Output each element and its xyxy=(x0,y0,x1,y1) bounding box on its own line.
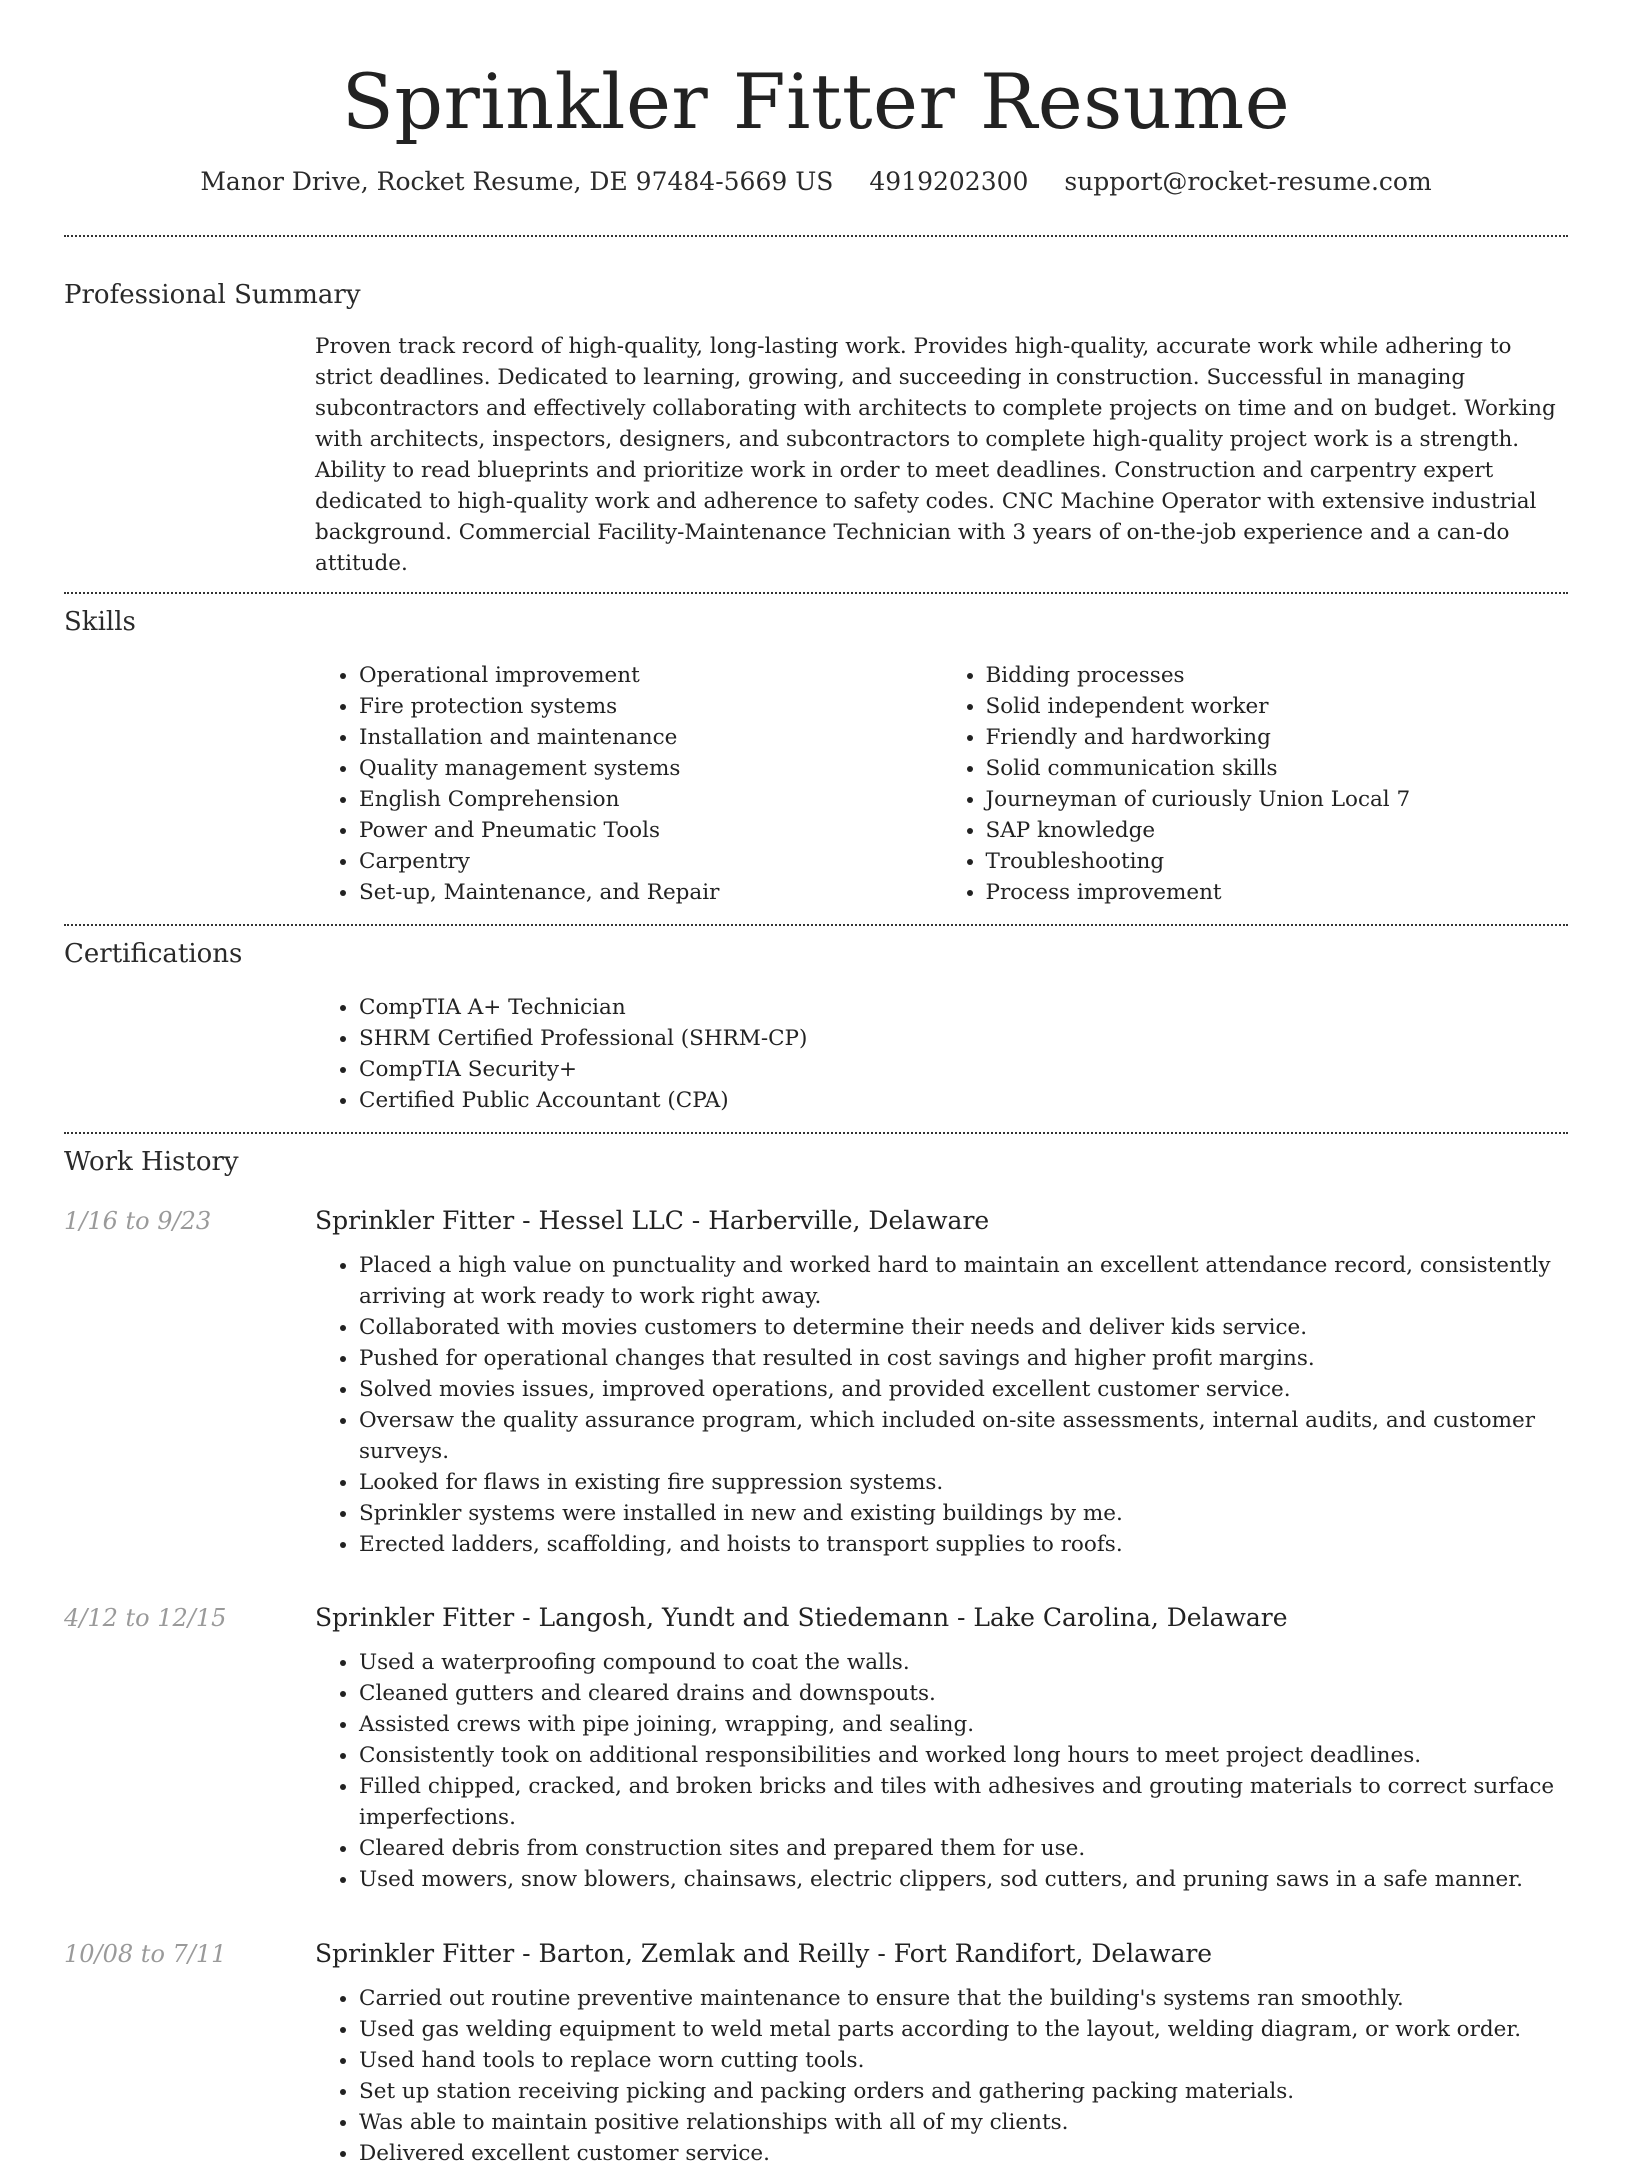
job-duty-item: • Cleared debris from construction sites and prepared them for use. xyxy=(359,1833,1568,1864)
job-dates: 10/08 to 7/11 xyxy=(64,1940,227,1968)
job-duty-item: • Used gas welding equipment to weld metal parts according to the layout, welding diagram, or work order. xyxy=(359,2014,1568,2045)
job-entry xyxy=(64,1937,1568,2169)
skill-item: • Process improvement xyxy=(986,877,1569,908)
job-duties-list xyxy=(315,1983,1568,2169)
job-duties-list xyxy=(315,1250,1568,1560)
skill-item: • Solid independent worker xyxy=(986,691,1569,722)
summary-text: Proven track record of high-quality, long-lasting work. Provides high-quality, accurate work while adhering to strict deadlines. Dedicated to learning, growing, and succeeding in construction. Successful in managing subcontractors and effectively collaborating with architects to complete projects on time and on budget. Working with architects, inspectors, designers, and subcontractors to complete high-quality project work is a strength. Ability to read blueprints and prioritize work in order to meet deadlines. Construction and carpentry expert dedicated to high-quality work and adherence to safety codes. CNC Machine Operator with extensive industrial background. Commercial Facility-Maintenance Technician with 3 years of on-the-job experience and a can-do attitude. xyxy=(315,334,1556,576)
job-entry xyxy=(64,1601,1568,1895)
job-duty-item: • Collaborated with movies customers to determine their needs and deliver kids service. xyxy=(359,1312,1568,1343)
job-duty-item: • Cleaned gutters and cleared drains and downspouts. xyxy=(359,1678,1568,1709)
job-duties-list xyxy=(315,1647,1568,1895)
divider xyxy=(64,235,1568,237)
skill-item: • Operational improvement xyxy=(359,660,942,691)
certification-item: • SHRM Certified Professional (SHRM-CP) xyxy=(359,1023,1568,1054)
skill-item: • English Comprehension xyxy=(359,784,942,815)
skill-item: • Carpentry xyxy=(359,846,942,877)
section-title-work-history: Work History xyxy=(64,1147,239,1177)
job-duty-item: • Erected ladders, scaffolding, and hoists to transport supplies to roofs. xyxy=(359,1529,1568,1560)
contact-phone: 4919202300 xyxy=(869,167,1029,196)
job-dates: 4/12 to 12/15 xyxy=(64,1604,227,1632)
job-duty-item: • Filled chipped, cracked, and broken bricks and tiles with adhesives and grouting materials to correct surface imperfections. xyxy=(359,1771,1568,1833)
section-title-skills: Skills xyxy=(64,607,136,637)
job-duty-item: • Set up station receiving picking and packing orders and gathering packing materials. xyxy=(359,2076,1568,2107)
skill-item: • Bidding processes xyxy=(986,660,1569,691)
skills-list-right xyxy=(942,660,1569,908)
job-heading: Sprinkler Fitter - Barton, Zemlak and Reilly - Fort Randifort, Delaware xyxy=(315,1939,1213,1968)
job-duty-item: • Looked for flaws in existing fire suppression systems. xyxy=(359,1467,1568,1498)
job-duty-item: • Delivered excellent customer service. xyxy=(359,2138,1568,2169)
skills-list-left xyxy=(315,660,942,908)
contact-address: Manor Drive, Rocket Resume, DE 97484-5669 US xyxy=(200,167,834,196)
skill-item: • Set-up, Maintenance, and Repair xyxy=(359,877,942,908)
contact-email: support@rocket-resume.com xyxy=(1064,167,1432,196)
job-duty-item: • Sprinkler systems were installed in new and existing buildings by me. xyxy=(359,1498,1568,1529)
page-title: Sprinkler Fitter Resume xyxy=(341,57,1291,146)
job-duty-item: • Used hand tools to replace worn cutting tools. xyxy=(359,2045,1568,2076)
job-duty-item: • Used a waterproofing compound to coat the walls. xyxy=(359,1647,1568,1678)
skills-grid xyxy=(315,660,1568,908)
job-duty-item: • Oversaw the quality assurance program, which included on-site assessments, internal audits, and customer surveys. xyxy=(359,1405,1568,1467)
resume-page xyxy=(64,0,1568,2169)
job-duty-item: • Carried out routine preventive maintenance to ensure that the building's systems ran smoothly. xyxy=(359,1983,1568,2014)
contact-line xyxy=(64,164,1568,200)
skill-item: • Journeyman of curiously Union Local 7 xyxy=(986,784,1569,815)
section-title-summary: Professional Summary xyxy=(64,280,361,310)
skill-item: • Solid communication skills xyxy=(986,753,1569,784)
job-heading: Sprinkler Fitter - Hessel LLC - Harberville, Delaware xyxy=(315,1206,990,1235)
skill-item: • Power and Pneumatic Tools xyxy=(359,815,942,846)
job-duty-item: • Placed a high value on punctuality and worked hard to maintain an excellent attendance record, consistently arriving at work ready to work right away. xyxy=(359,1250,1568,1312)
job-duty-item: • Solved movies issues, improved operations, and provided excellent customer service. xyxy=(359,1374,1568,1405)
section-title-certifications: Certifications xyxy=(64,939,243,969)
certifications-block xyxy=(315,992,1568,1116)
certifications-list xyxy=(315,992,1568,1116)
skill-item: • SAP knowledge xyxy=(986,815,1569,846)
job-duty-item: • Used mowers, snow blowers, chainsaws, electric clippers, sod cutters, and pruning saws in a safe manner. xyxy=(359,1864,1568,1895)
skill-item: • Troubleshooting xyxy=(986,846,1569,877)
job-heading: Sprinkler Fitter - Langosh, Yundt and Stiedemann - Lake Carolina, Delaware xyxy=(315,1603,1288,1632)
divider xyxy=(64,1132,1568,1134)
divider xyxy=(64,592,1568,594)
job-duty-item: • Consistently took on additional responsibilities and worked long hours to meet project deadlines. xyxy=(359,1740,1568,1771)
job-entry xyxy=(64,1204,1568,1560)
job-duty-item: • Pushed for operational changes that resulted in cost savings and higher profit margins. xyxy=(359,1343,1568,1374)
certification-item: • CompTIA A+ Technician xyxy=(359,992,1568,1023)
skill-item: • Fire protection systems xyxy=(359,691,942,722)
certification-item: • CompTIA Security+ xyxy=(359,1054,1568,1085)
job-duty-item: • Was able to maintain positive relationships with all of my clients. xyxy=(359,2107,1568,2138)
divider xyxy=(64,924,1568,926)
skill-item: • Quality management systems xyxy=(359,753,942,784)
skill-item: • Friendly and hardworking xyxy=(986,722,1569,753)
skill-item: • Installation and maintenance xyxy=(359,722,942,753)
job-duty-item: • Assisted crews with pipe joining, wrapping, and sealing. xyxy=(359,1709,1568,1740)
certification-item: • Certified Public Accountant (CPA) xyxy=(359,1085,1568,1116)
job-dates: 1/16 to 9/23 xyxy=(64,1207,212,1235)
